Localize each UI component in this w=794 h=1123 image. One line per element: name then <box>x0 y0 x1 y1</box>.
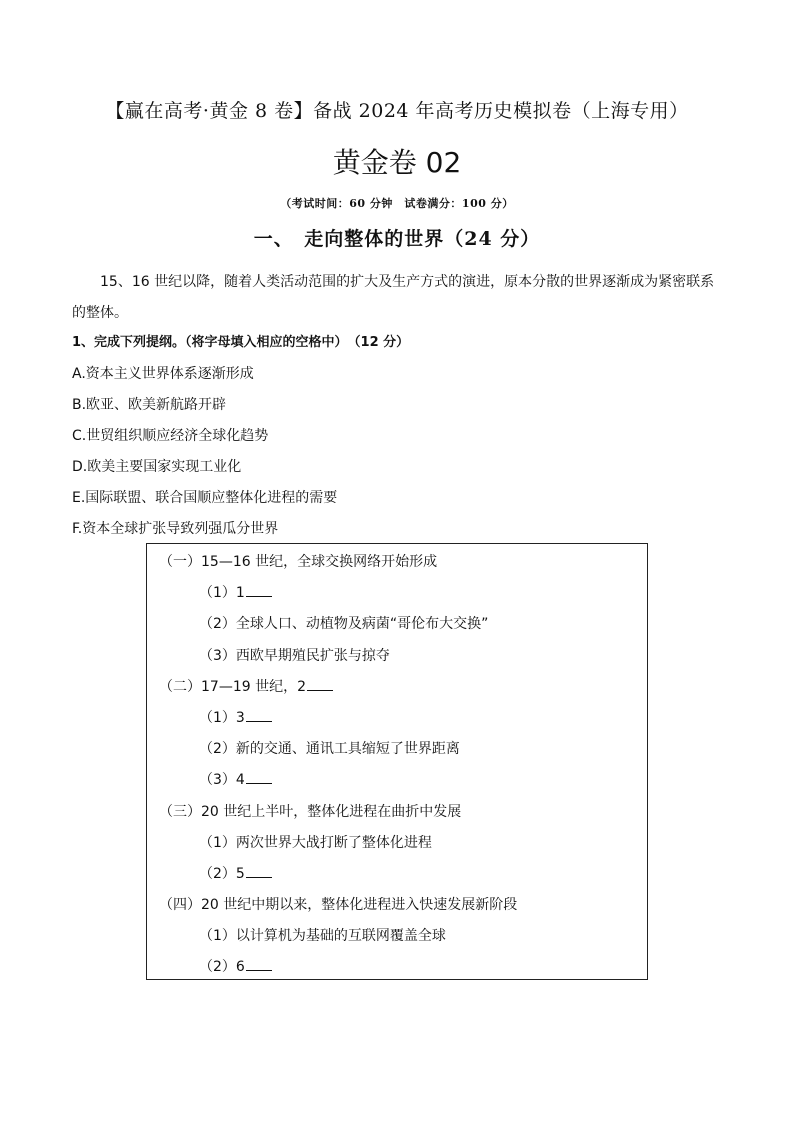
outline-item-label: （3）西欧早期殖民扩张与掠夺 <box>199 647 390 664</box>
outline-item-label: （3）4 <box>199 772 245 789</box>
section-intro: 15、16 世纪以降，随着人类活动范围的扩大及生产方式的演进，原本分散的世界逐渐成为紧密联系的整体。 <box>72 274 715 321</box>
outline-item <box>147 860 647 891</box>
outline-box <box>146 543 648 980</box>
outline-item <box>147 642 647 673</box>
outline-item <box>147 735 647 766</box>
outline-item <box>147 829 647 860</box>
outline-heading: （二）17—19 世纪，2 <box>159 678 306 695</box>
outline-item <box>147 953 647 984</box>
outline-item-label: （1）两次世界大战打断了整体化进程 <box>199 834 432 851</box>
outline-section-2 <box>147 673 647 704</box>
answer-blank-1[interactable] <box>246 582 272 597</box>
answer-blank-3[interactable] <box>246 707 272 722</box>
outline-section-4 <box>147 891 647 922</box>
question-1-stem: 1、完成下列提纲。（将字母填入相应的空格中） （12 分） <box>72 335 410 350</box>
outline-item-label: （1）1 <box>199 585 245 602</box>
outline-item-label: （1）以计算机为基础的互联网覆盖全球 <box>199 928 446 945</box>
exam-info: （考试时间：60 分钟 试卷满分：100 分） <box>280 197 514 210</box>
option-b: B.欧亚、欧美新航路开辟 <box>72 397 227 413</box>
option-f: F.资本全球扩张导致列强瓜分世界 <box>72 521 279 537</box>
option-list <box>72 360 337 546</box>
section-heading: 一、 走向整体的世界（24 分） <box>253 228 541 250</box>
outline-item <box>147 704 647 735</box>
answer-blank-6[interactable] <box>246 956 272 971</box>
outline-item-label: （2）全球人口、动植物及病菌“哥伦布大交换” <box>199 616 489 633</box>
outline-item-label: （2）6 <box>199 959 245 976</box>
answer-blank-4[interactable] <box>246 769 272 784</box>
outline-heading: （四）20 世纪中期以来，整体化进程进入快速发展新阶段 <box>159 897 518 914</box>
outline-item <box>147 579 647 610</box>
outline-heading: （一）15—16 世纪，全球交换网络开始形成 <box>159 554 438 570</box>
outline-section-1 <box>147 548 647 579</box>
exam-title: 【赢在高考·黄金 8 卷】备战 2024 年高考历史模拟卷（上海专用） <box>105 100 689 122</box>
outline-item <box>147 610 647 641</box>
option-e: E.国际联盟、联合国顺应整体化进程的需要 <box>72 490 338 506</box>
outline-item-label: （1）3 <box>199 709 245 726</box>
outline-heading: （三）20 世纪上半叶，整体化进程在曲折中发展 <box>159 803 462 820</box>
outline-item <box>147 922 647 953</box>
outline-section-3 <box>147 798 647 829</box>
option-d: D.欧美主要国家实现工业化 <box>72 459 242 475</box>
option-a: A.资本主义世界体系逐渐形成 <box>72 366 254 382</box>
outline-item-label: （2）新的交通、通讯工具缩短了世界距离 <box>199 741 460 758</box>
outline-item-label: （2）5 <box>199 865 245 882</box>
option-c: C.世贸组织顺应经济全球化趋势 <box>72 428 269 444</box>
outline-item <box>147 766 647 797</box>
answer-blank-5[interactable] <box>246 863 272 878</box>
paper-title: 黄金卷 02 <box>332 146 462 179</box>
answer-blank-2[interactable] <box>307 676 333 691</box>
